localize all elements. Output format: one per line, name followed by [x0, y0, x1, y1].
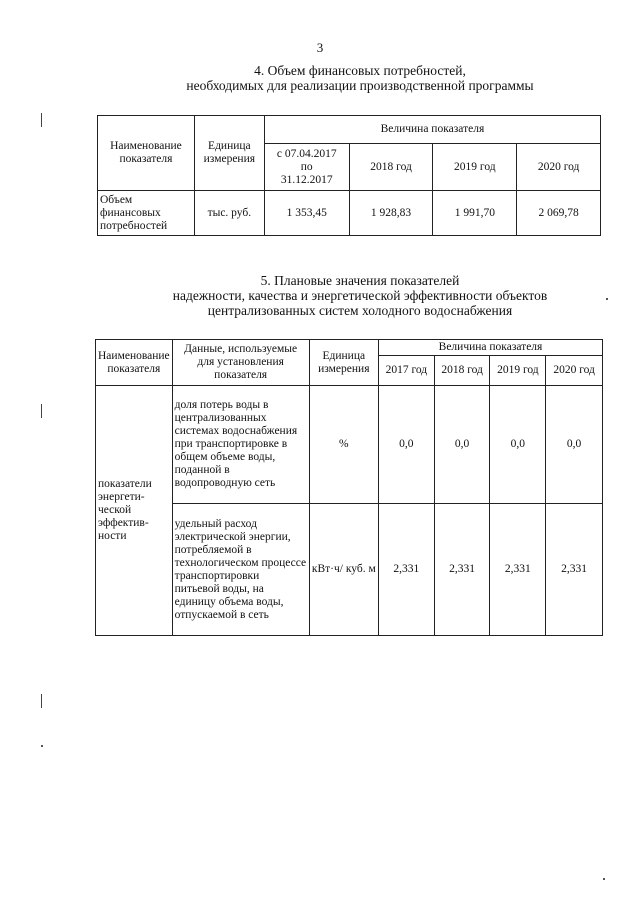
section-4-title-line-1: 4. Объем финансовых потребностей, — [254, 63, 466, 78]
row-unit: тыс. руб. — [194, 191, 264, 236]
header-indicator-name: Наименование показателя — [98, 116, 195, 191]
row-source-data: доля потерь воды в централизованных системах водоснабжения при транспортировке в общем объеме воды, поданной в водопроводную сеть — [172, 386, 309, 504]
section-5-title-line-3: централизованных систем холодного водоснабжения — [207, 303, 513, 318]
row-value-2019: 2,331 — [490, 504, 546, 636]
header-unit: Единица измерения — [194, 116, 264, 191]
scan-speck — [41, 745, 43, 747]
header-unit: Единица измерения — [309, 340, 378, 386]
scan-margin-mark — [41, 113, 42, 127]
table-row — [96, 504, 603, 636]
section-4-title-line-2: необходимых для реализации производственной программы — [186, 78, 534, 93]
table-row — [98, 191, 601, 236]
row-value-2020: 2 069,78 — [517, 191, 601, 236]
financial-needs-table — [97, 115, 601, 236]
section-5-heading — [60, 273, 640, 318]
row-indicator-name: Объем финансовых потребностей — [98, 191, 195, 236]
header-source-data: Данные, используемые для установления показателя — [172, 340, 309, 386]
header-period-line-2: по — [300, 160, 313, 173]
row-unit: кВт·ч/ куб. м — [309, 504, 378, 636]
row-value-2017: 0,0 — [378, 386, 434, 504]
scan-speck — [606, 298, 608, 300]
header-2018: 2018 год — [434, 356, 490, 386]
header-value-group: Величина показателя — [378, 340, 602, 356]
reliability-indicators-table — [95, 339, 603, 636]
header-2020: 2020 год — [546, 356, 603, 386]
row-value-2018: 1 928,83 — [349, 191, 433, 236]
row-value-2018: 0,0 — [434, 386, 490, 504]
section-5-title-line-2: надежности, качества и энергетической эффективности объектов — [172, 288, 548, 303]
header-indicator-name: Наименование показателя — [96, 340, 173, 386]
row-value-2020: 0,0 — [546, 386, 603, 504]
section-4-heading — [60, 63, 640, 93]
header-2019: 2019 год — [433, 144, 517, 191]
row-value-2020: 2,331 — [546, 504, 603, 636]
table-row — [96, 386, 603, 504]
scan-speck — [603, 878, 605, 880]
page-number: 3 — [316, 40, 324, 55]
header-2018: 2018 год — [349, 144, 433, 191]
row-value-2017: 1 353,45 — [264, 191, 349, 236]
row-value-2019: 0,0 — [490, 386, 546, 504]
row-value-2019: 1 991,70 — [433, 191, 517, 236]
header-2017: 2017 год — [378, 356, 434, 386]
header-value-group: Величина показателя — [264, 116, 600, 144]
row-unit: % — [309, 386, 378, 504]
scan-margin-mark — [41, 694, 42, 708]
scan-margin-mark — [41, 404, 42, 418]
section-5-title-line-1: 5. Плановые значения показателей — [260, 273, 460, 288]
header-period-line-1: с 07.04.2017 — [276, 147, 337, 160]
row-value-2018: 2,331 — [434, 504, 490, 636]
header-period-line-3: 31.12.2017 — [280, 173, 333, 186]
header-period — [264, 144, 349, 191]
row-value-2017: 2,331 — [378, 504, 434, 636]
row-source-data: удельный расход электрической энергии, потребляемой в технологическом процессе транспортировки питьевой воды, на единицу объема воды, отпускаемой в сеть — [172, 504, 309, 636]
header-2019: 2019 год — [490, 356, 546, 386]
header-2020: 2020 год — [517, 144, 601, 191]
group-indicator-name: показатели энергети-ческой эффектив-ности — [96, 386, 173, 636]
